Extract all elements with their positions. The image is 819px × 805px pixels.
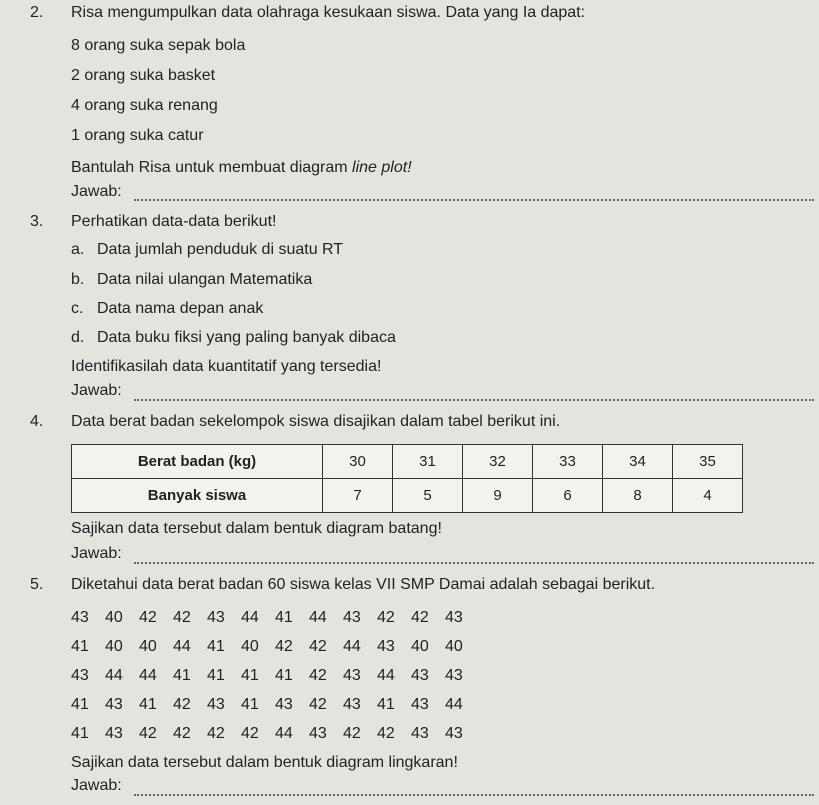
data-value: 41	[241, 695, 259, 713]
data-value: 41	[207, 637, 225, 655]
q5-number: 5.	[30, 576, 44, 593]
q5-answer-label: Jawab:	[71, 777, 122, 794]
q3-option-text: Data buku fiksi yang paling banyak dibaca	[97, 329, 396, 346]
data-value: 40	[139, 637, 157, 655]
data-value: 42	[139, 608, 157, 626]
q4-instruction: Sajikan data tersebut dalam bentuk diagram batang!	[71, 520, 442, 537]
q3-answer-line[interactable]	[134, 399, 814, 401]
data-value: 41	[173, 666, 191, 684]
q3-option-text: Data nilai ulangan Matematika	[97, 271, 313, 288]
data-value: 44	[309, 608, 327, 626]
data-value: 44	[275, 724, 293, 742]
data-value: 40	[241, 637, 259, 655]
data-value: 43	[71, 666, 89, 684]
data-value: 41	[71, 637, 89, 655]
q2-item: 4 orang suka renang	[71, 97, 218, 114]
q3-text: Perhatikan data-data berikut!	[71, 213, 277, 230]
q3-option-letter: d.	[71, 329, 85, 346]
q3-option-text: Data jumlah penduduk di suatu RT	[97, 241, 344, 258]
data-value: 43	[343, 608, 361, 626]
data-value: 42	[207, 724, 225, 742]
q3-option-letter: a.	[71, 241, 85, 258]
table-header-cell: Banyak siswa	[72, 479, 323, 513]
data-value: 43	[275, 695, 293, 713]
data-value: 42	[343, 724, 361, 742]
data-value: 42	[309, 637, 327, 655]
data-value: 42	[173, 695, 191, 713]
data-value: 43	[411, 724, 429, 742]
data-value: 41	[71, 724, 89, 742]
data-value: 42	[241, 724, 259, 742]
data-value: 43	[343, 695, 361, 713]
data-value: 44	[173, 637, 191, 655]
data-value: 44	[445, 695, 463, 713]
q2-instruction-italic: line plot!	[352, 159, 412, 176]
table-cell: 6	[533, 479, 603, 513]
table-cell: 33	[533, 445, 603, 479]
data-value: 42	[309, 666, 327, 684]
data-value: 43	[207, 608, 225, 626]
table-cell: 32	[463, 445, 533, 479]
data-value: 40	[445, 637, 463, 655]
table-cell: 30	[323, 445, 393, 479]
table-cell: 4	[673, 479, 743, 513]
data-row	[71, 719, 479, 748]
q4-text: Data berat badan sekelompok siswa disajikan dalam tabel berikut ini.	[71, 413, 561, 430]
data-value: 42	[377, 724, 395, 742]
data-value: 43	[445, 666, 463, 684]
data-value: 43	[445, 724, 463, 742]
data-value: 43	[411, 666, 429, 684]
data-value: 43	[445, 608, 463, 626]
q4-answer-line[interactable]	[134, 562, 814, 564]
table-header-cell: Berat badan (kg)	[72, 445, 323, 479]
data-value: 42	[139, 724, 157, 742]
q2-number: 2.	[30, 4, 44, 21]
table-cell: 5	[393, 479, 463, 513]
q3-option-letter: c.	[71, 300, 84, 317]
data-value: 44	[377, 666, 395, 684]
table-cell: 34	[603, 445, 673, 479]
table-cell: 8	[603, 479, 673, 513]
data-value: 42	[173, 608, 191, 626]
data-row	[71, 632, 479, 661]
q2-answer-line[interactable]	[134, 199, 814, 201]
data-value: 43	[377, 637, 395, 655]
q3-number: 3.	[30, 213, 44, 230]
data-value: 43	[105, 724, 123, 742]
data-value: 44	[343, 637, 361, 655]
data-value: 40	[411, 637, 429, 655]
data-value: 42	[173, 724, 191, 742]
q2-item: 2 orang suka basket	[71, 67, 216, 84]
q2-item: 1 orang suka catur	[71, 127, 204, 144]
table-row	[72, 445, 743, 479]
data-value: 43	[105, 695, 123, 713]
weight-table	[71, 444, 743, 513]
data-row	[71, 690, 479, 719]
data-value: 41	[275, 666, 293, 684]
data-value: 40	[105, 608, 123, 626]
q2-answer-label: Jawab:	[71, 183, 122, 200]
q3-instruction: Identifikasilah data kuantitatif yang tersedia!	[71, 358, 382, 375]
data-value: 43	[411, 695, 429, 713]
data-value: 41	[377, 695, 395, 713]
data-value: 41	[139, 695, 157, 713]
q2-text: Risa mengumpulkan data olahraga kesukaan siswa. Data yang Ia dapat:	[71, 4, 586, 21]
data-value: 42	[275, 637, 293, 655]
q5-instruction: Sajikan data tersebut dalam bentuk diagram lingkaran!	[71, 754, 458, 771]
table-cell: 35	[673, 445, 743, 479]
data-value: 43	[309, 724, 327, 742]
data-value: 41	[71, 695, 89, 713]
data-row	[71, 661, 479, 690]
weight-data-grid	[71, 603, 479, 748]
data-value: 41	[275, 608, 293, 626]
q3-answer-label: Jawab:	[71, 382, 122, 399]
data-value: 40	[105, 637, 123, 655]
data-value: 42	[377, 608, 395, 626]
data-value: 43	[71, 608, 89, 626]
data-value: 41	[207, 666, 225, 684]
q5-text: Diketahui data berat badan 60 siswa kelas VII SMP Damai adalah sebagai berikut.	[71, 576, 656, 593]
data-value: 41	[241, 666, 259, 684]
q4-number: 4.	[30, 413, 44, 430]
data-value: 43	[207, 695, 225, 713]
table-cell: 7	[323, 479, 393, 513]
q3-option-text: Data nama depan anak	[97, 300, 264, 317]
q2-item: 8 orang suka sepak bola	[71, 37, 246, 54]
table-cell: 9	[463, 479, 533, 513]
data-value: 42	[309, 695, 327, 713]
table-row	[72, 479, 743, 513]
q5-answer-line[interactable]	[134, 794, 814, 796]
data-value: 42	[411, 608, 429, 626]
data-value: 44	[241, 608, 259, 626]
data-value: 44	[139, 666, 157, 684]
q3-option-letter: b.	[71, 271, 85, 288]
q4-answer-label: Jawab:	[71, 545, 122, 562]
table-cell: 31	[393, 445, 463, 479]
q2-instruction-text: Bantulah Risa untuk membuat diagram	[71, 159, 353, 176]
data-row	[71, 603, 479, 632]
data-value: 44	[105, 666, 123, 684]
q2-instruction	[71, 159, 412, 177]
data-value: 43	[343, 666, 361, 684]
